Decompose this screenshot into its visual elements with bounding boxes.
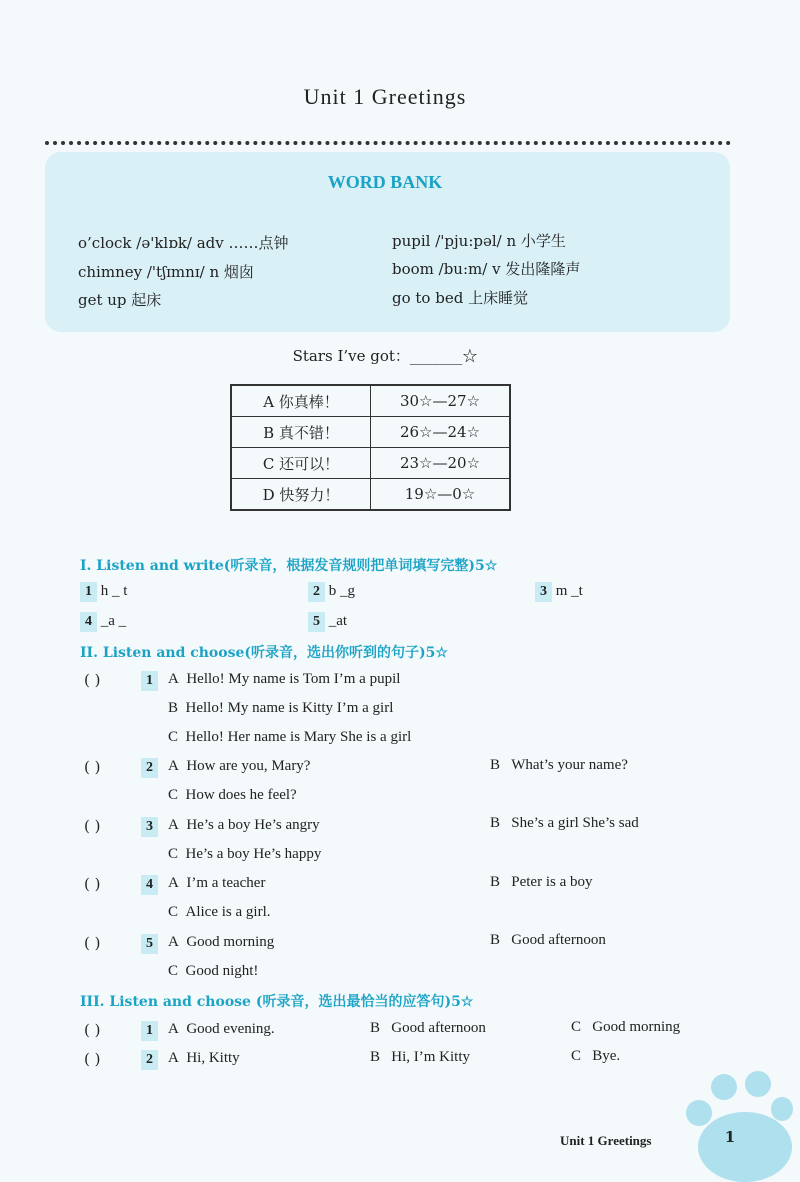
table-row bbox=[231, 479, 510, 511]
option-a: A Hello! My name is Tom I’m a pupil bbox=[168, 671, 401, 687]
option-c: C Bye. bbox=[571, 1048, 621, 1064]
option-a: A Good evening. bbox=[168, 1021, 275, 1037]
table-cell: 26☆—24☆ bbox=[371, 417, 511, 448]
answer-blank[interactable]: ( ) bbox=[84, 817, 101, 835]
table-row bbox=[231, 417, 510, 448]
paw-toe-icon bbox=[771, 1097, 793, 1121]
paw-toe-icon bbox=[686, 1100, 712, 1126]
option-c: C Hello! Her name is Mary She is a girl bbox=[168, 729, 412, 745]
option-a: A I’m a teacher bbox=[168, 875, 266, 891]
section-3-heading: III. Listen and choose (听录音，选出最恰当的应答句)5☆ bbox=[80, 994, 474, 1010]
option-b: B Good afternoon bbox=[490, 932, 606, 948]
table-cell: D 快努力！ bbox=[231, 479, 371, 511]
answer-blank[interactable]: ( ) bbox=[84, 875, 101, 893]
list-item: 4 _a _ bbox=[80, 612, 126, 632]
answer-blank[interactable]: ( ) bbox=[84, 1021, 101, 1039]
option-c: C He’s a boy He’s happy bbox=[168, 846, 322, 862]
table-row bbox=[231, 385, 510, 417]
question-number: 1 bbox=[141, 1021, 158, 1041]
option-b: B She’s a girl She’s sad bbox=[490, 815, 639, 831]
word-bank-item: o’clock /ə'klɒk/ adv ……点钟 bbox=[78, 234, 289, 252]
divider bbox=[45, 141, 731, 145]
answer-blank[interactable]: ( ) bbox=[84, 758, 101, 776]
question-number: 4 bbox=[141, 875, 158, 895]
word-bank-item: boom /bu:m/ v 发出隆隆声 bbox=[392, 260, 581, 278]
list-item: 2 b _g bbox=[308, 582, 355, 602]
option-c: C Alice is a girl. bbox=[168, 904, 271, 920]
list-item: 5 _at bbox=[308, 612, 347, 632]
stars-label: Stars I’ve got：_______☆ bbox=[292, 347, 478, 365]
question-number: 1 bbox=[141, 671, 158, 691]
option-a: A He’s a boy He’s angry bbox=[168, 817, 320, 833]
option-b: B Hello! My name is Kitty I’m a girl bbox=[168, 700, 394, 716]
word-bank-item: get up 起床 bbox=[78, 291, 162, 309]
table-cell: 19☆—0☆ bbox=[371, 479, 511, 511]
footer-title: Unit 1 Greetings bbox=[560, 1133, 652, 1148]
paw-toe-icon bbox=[745, 1071, 771, 1097]
question-number: 5 bbox=[141, 934, 158, 954]
answer-blank[interactable]: ( ) bbox=[84, 671, 101, 689]
section-2-heading: II. Listen and choose(听录音，选出你听到的句子)5☆ bbox=[80, 645, 448, 661]
option-c: C Good morning bbox=[571, 1019, 681, 1035]
table-cell: C 还可以！ bbox=[231, 448, 371, 479]
option-c: C Good night! bbox=[168, 963, 259, 979]
table-row bbox=[231, 448, 510, 479]
score-table bbox=[230, 384, 511, 511]
page-number: 1 bbox=[724, 1128, 736, 1146]
paw-toe-icon bbox=[711, 1074, 737, 1100]
option-a: A Hi, Kitty bbox=[168, 1050, 240, 1066]
answer-blank[interactable]: ( ) bbox=[84, 934, 101, 952]
word-bank-item: go to bed 上床睡觉 bbox=[392, 289, 529, 307]
list-item: 3 m _t bbox=[535, 582, 583, 602]
table-cell: B 真不错！ bbox=[231, 417, 371, 448]
question-number: 2 bbox=[141, 1050, 158, 1070]
table-cell: 30☆—27☆ bbox=[371, 385, 511, 417]
option-b: B Good afternoon bbox=[370, 1020, 486, 1036]
answer-blank[interactable]: ( ) bbox=[84, 1050, 101, 1068]
option-a: A Good morning bbox=[168, 934, 275, 950]
table-cell: A 你真棒！ bbox=[231, 385, 371, 417]
question-number: 2 bbox=[141, 758, 158, 778]
question-number: 3 bbox=[141, 817, 158, 837]
list-item: 1 h _ t bbox=[80, 582, 127, 602]
section-1-heading: I. Listen and write(听录音，根据发音规则把单词填写完整)5☆ bbox=[80, 558, 498, 574]
word-bank-item: chimney /'tʃɪmnɪ/ n 烟囱 bbox=[78, 263, 254, 281]
table-cell: 23☆—20☆ bbox=[371, 448, 511, 479]
option-b: B Peter is a boy bbox=[490, 874, 593, 890]
word-bank-item: pupil /'pju:pəl/ n 小学生 bbox=[392, 232, 566, 250]
page-title: Unit 1 Greetings bbox=[303, 84, 467, 109]
paw-pad-icon bbox=[698, 1112, 792, 1182]
option-b: B What’s your name? bbox=[490, 757, 628, 773]
word-bank-title: WORD BANK bbox=[327, 172, 443, 192]
option-b: B Hi, I’m Kitty bbox=[370, 1049, 471, 1065]
option-c: C How does he feel? bbox=[168, 787, 297, 803]
option-a: A How are you, Mary? bbox=[168, 758, 311, 774]
